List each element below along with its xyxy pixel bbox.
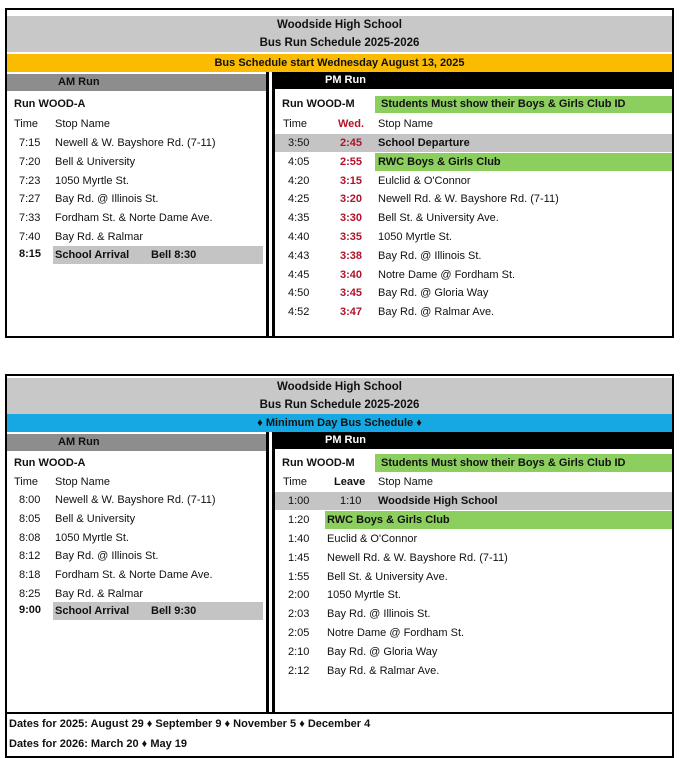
am-stop-time: 7:23 — [19, 174, 41, 187]
pm-stop-time: 4:25 — [288, 193, 310, 206]
start-date-banner: Bus Schedule start Wednesday August 13, 2025 — [7, 54, 672, 72]
am-stop-time: 8:05 — [19, 512, 41, 525]
minimum-day-banner: ♦ Minimum Day Bus Schedule ♦ — [7, 414, 672, 432]
pm-stop-name: Notre Dame @ Fordham St. — [378, 268, 516, 281]
pm-stop-time: 4:52 — [288, 306, 310, 319]
am-stop-name: Bay Rd. @ Illinois St. — [55, 193, 159, 206]
pm-stop-wed-time: 2:55 — [340, 155, 363, 168]
pm-stop-name: Newell Rd. & W. Bayshore Rd. (7-11) — [378, 193, 559, 206]
pm-stop-time: 4:50 — [288, 287, 310, 300]
pm-stop-name: Bell St. & University Ave. — [327, 570, 448, 583]
pm-stop-wed-time: 3:38 — [340, 249, 363, 262]
am-stop-name: Bell & University — [55, 512, 136, 525]
am-stop-time: 8:08 — [19, 531, 41, 544]
pm-run-header: PM Run — [275, 432, 672, 449]
pm-stop-time: 2:12 — [288, 664, 310, 677]
am-run-header: AM Run — [7, 434, 266, 451]
pm-run-header: PM Run — [275, 72, 672, 89]
pm-stop-name: Bay Rd. @ Ralmar Ave. — [378, 306, 495, 319]
pm-stop-wed-time: 3:20 — [340, 193, 363, 206]
minimum-day-schedule — [5, 374, 674, 758]
pm-stop-header: Stop Name — [378, 118, 434, 130]
arrival-label: School Arrival — [55, 605, 130, 617]
column-divider — [266, 72, 275, 336]
dates-2026: Dates for 2026: March 20 ♦ May 19 — [9, 738, 188, 750]
pm-stop-time: 4:43 — [288, 249, 310, 262]
am-stop-header: Stop Name — [55, 476, 111, 488]
pm-stop-time: 1:45 — [288, 551, 310, 564]
pm-stop-time: 4:35 — [288, 212, 310, 225]
pm-stop-wed-time: 3:35 — [340, 231, 363, 243]
pm-stop-time: 4:05 — [288, 155, 310, 168]
school-name: Woodside High School — [7, 378, 672, 396]
pm-stop-wed-time: 2:45 — [340, 137, 363, 149]
club-id-notice: Students Must show their Boys & Girls Club ID — [381, 98, 626, 110]
pm-stop-time: 1:40 — [288, 533, 310, 545]
pm-time-header: Time — [283, 118, 308, 130]
pm-stop-header: Stop Name — [378, 476, 434, 488]
am-stop-name: 1050 Myrtle St. — [55, 174, 129, 187]
am-stop-time: 7:15 — [19, 137, 41, 149]
am-stop-time: 7:27 — [19, 193, 41, 206]
am-stop-name: Fordham St. & Norte Dame Ave. — [55, 569, 213, 582]
pm-stop-time: 1:55 — [288, 570, 310, 583]
pm-stop-time: 3:50 — [288, 137, 310, 149]
pm-stop-time: 2:03 — [288, 608, 310, 621]
pm-stop-wed-time: 3:15 — [340, 174, 363, 187]
pm-wed-header: Wed. — [338, 118, 365, 130]
am-stop-time: 8:25 — [19, 588, 41, 600]
am-stop-time: 7:20 — [19, 155, 41, 168]
pm-stop-name: Notre Dame @ Fordham St. — [327, 627, 465, 639]
am-stop-name: 1050 Myrtle St. — [55, 531, 129, 544]
am-stop-name: Bay Rd. & Ralmar — [55, 588, 144, 600]
column-divider — [266, 432, 275, 714]
am-stop-time: 8:12 — [19, 550, 41, 563]
am-stop-name: Bay Rd. & Ralmar — [55, 231, 144, 243]
am-stop-name: Newell & W. Bayshore Rd. (7-11) — [55, 494, 216, 506]
pm-run-id: Run WOOD-M — [282, 98, 355, 110]
club-time: 1:20 — [288, 514, 310, 526]
club-id-notice: Students Must show their Boys & Girls Club ID — [381, 457, 626, 469]
pm-stop-time: 2:00 — [288, 589, 310, 602]
am-stop-name: Newell & W. Bayshore Rd. (7-11) — [55, 137, 216, 149]
school-name: Woodside High School — [7, 16, 672, 34]
pm-stop-name: Newell Rd. & W. Bayshore Rd. (7-11) — [327, 551, 508, 564]
arrival-label: School Arrival — [55, 249, 130, 261]
am-stop-header: Stop Name — [55, 118, 111, 130]
pm-stop-wed-time: 3:45 — [340, 287, 363, 300]
pm-leave-header: Leave — [334, 476, 366, 488]
arrival-time: 9:00 — [19, 604, 42, 616]
pm-stop-name: 1050 Myrtle St. — [378, 231, 452, 243]
arrival-bell: Bell 9:30 — [151, 605, 197, 617]
departure-time: 1:00 — [288, 495, 310, 507]
pm-stop-name: Bay Rd. @ Gloria Way — [378, 287, 489, 300]
am-time-header: Time — [14, 476, 39, 488]
pm-time-header: Time — [283, 476, 308, 488]
pm-stop-wed-time: 3:47 — [340, 306, 363, 319]
pm-stop-name: Bay Rd. & Ralmar Ave. — [327, 664, 440, 677]
club-stop: RWC Boys & Girls Club — [327, 514, 450, 526]
pm-stop-name: Eulclid & O'Connor — [378, 174, 471, 187]
regular-schedule — [5, 8, 674, 338]
pm-stop-wed-time: 3:40 — [340, 268, 363, 281]
pm-stop-time: 2:10 — [288, 645, 310, 658]
pm-stop-name: Bell St. & University Ave. — [378, 212, 499, 225]
schedule-title: Bus Run Schedule 2025-2026 — [7, 396, 672, 414]
pm-stop-time: 4:40 — [288, 231, 310, 243]
am-time-header: Time — [14, 118, 39, 130]
am-stop-time: 7:33 — [19, 212, 41, 225]
dates-2025: Dates for 2025: August 29 ♦ September 9 ♦ November 5 ♦ December 4 — [9, 718, 371, 730]
pm-stop-name: RWC Boys & Girls Club — [378, 155, 501, 168]
am-stop-time: 8:00 — [19, 494, 41, 506]
departure-leave: 1:10 — [340, 495, 362, 507]
am-stop-time: 8:18 — [19, 569, 41, 582]
arrival-bell: Bell 8:30 — [151, 249, 197, 261]
pm-stop-name: School Departure — [378, 137, 470, 149]
am-run-header: AM Run — [7, 74, 266, 91]
minimum-day-dates — [7, 712, 672, 756]
am-stop-name: Bay Rd. @ Illinois St. — [55, 550, 159, 563]
am-stop-name: Bell & University — [55, 155, 136, 168]
pm-stop-time: 4:20 — [288, 174, 310, 187]
am-run-id: Run WOOD-A — [14, 98, 86, 110]
departure-stop: Woodside High School — [378, 495, 498, 507]
am-stop-time: 7:40 — [19, 231, 41, 243]
arrival-time: 8:15 — [19, 248, 42, 260]
pm-stop-time: 2:05 — [288, 627, 310, 639]
pm-stop-wed-time: 3:30 — [340, 212, 363, 225]
pm-stop-name: Euclid & O'Connor — [327, 533, 418, 545]
pm-run-id: Run WOOD-M — [282, 457, 355, 469]
schedule-title: Bus Run Schedule 2025-2026 — [7, 34, 672, 52]
pm-stop-name: Bay Rd. @ Gloria Way — [327, 645, 438, 658]
pm-stop-name: Bay Rd. @ Illinois St. — [327, 608, 431, 621]
am-stop-name: Fordham St. & Norte Dame Ave. — [55, 212, 213, 225]
pm-stop-name: Bay Rd. @ Illinois St. — [378, 249, 482, 262]
am-run-id: Run WOOD-A — [14, 457, 86, 469]
pm-stop-name: 1050 Myrtle St. — [327, 589, 401, 602]
pm-stop-time: 4:45 — [288, 268, 310, 281]
departure-row-highlight — [275, 134, 672, 152]
